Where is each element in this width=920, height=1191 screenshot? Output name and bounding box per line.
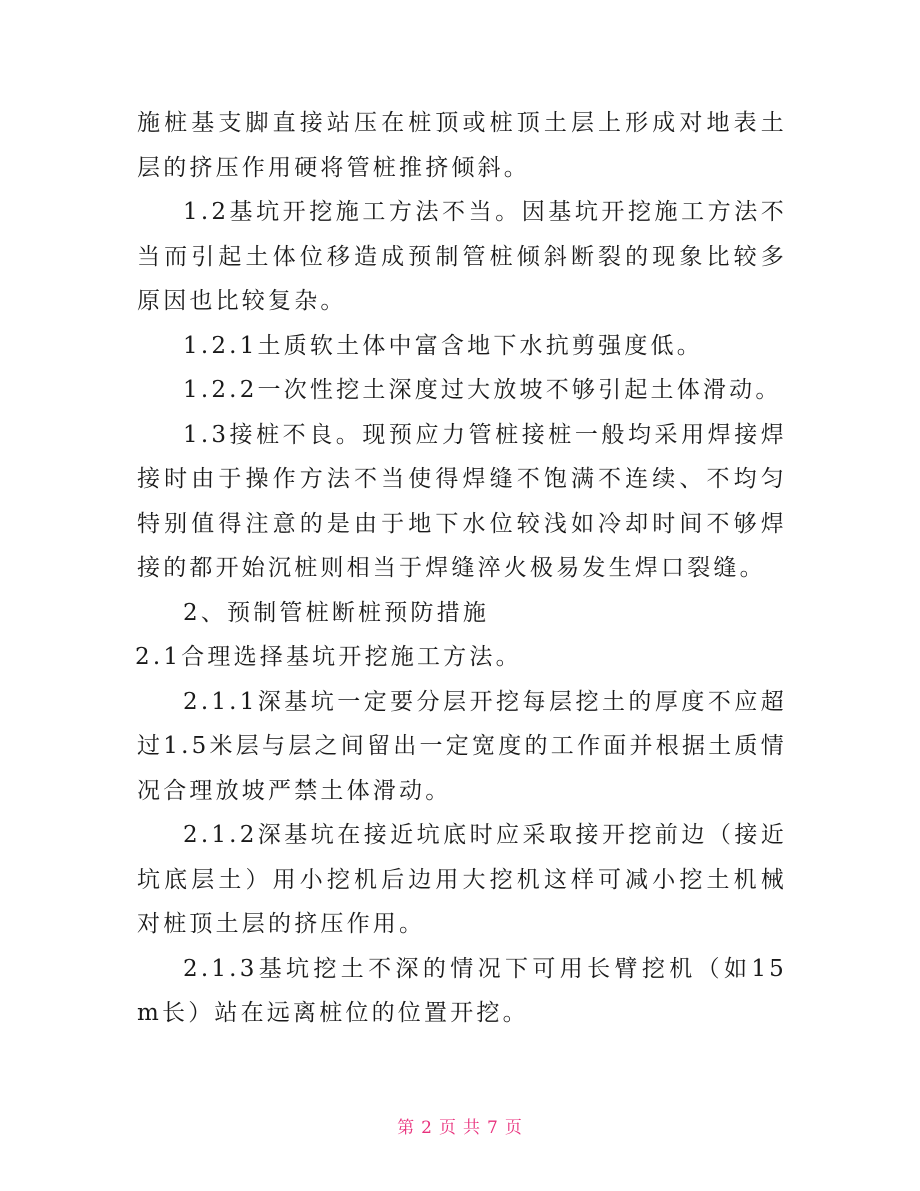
paragraph-2: 1.2基坑开挖施工方法不当。因基坑开挖施工方法不当而引起土体位移造成预制管桩倾斜断裂的现象比较多原因也比较复杂。 <box>137 199 787 314</box>
footer-suffix: 页 <box>504 1118 523 1138</box>
paragraph-6: 2、预制管桩断桩预防措施 <box>183 599 490 626</box>
paragraph-7: 2.1合理选择基坑开挖施工方法。 <box>135 644 522 670</box>
paragraph-5: 1.3接桩不良。现预应力管桩接桩一般均采用焊接焊接时由于操作方法不当使得焊缝不饱满不连续、不均匀特别值得注意的是由于地下水位较浅如冷却时间不够焊接的都开始沉桩则相当于焊缝淬火极易发生焊口裂缝。 <box>137 421 787 581</box>
paragraph-8: 2.1.1深基坑一定要分层开挖每层挖土的厚度不应超过1.5米层与层之间留出一定宽度的工作面并根据土质情况合理放坡严禁土体滑动。 <box>137 688 787 804</box>
footer-current-page: 2 <box>421 1118 433 1138</box>
paragraph-4: 1.2.2一次性挖土深度过大放坡不够引起土体滑动。 <box>183 377 782 403</box>
paragraph-3: 1.2.1土质软土体中富含地下水抗剪强度低。 <box>183 332 703 359</box>
paragraph-1: 施桩基支脚直接站压在桩顶或桩顶土层上形成对地表土层的挤压作用硬将管桩推挤倾斜。 <box>137 110 787 181</box>
footer-prefix: 第 <box>397 1118 416 1138</box>
footer-total-pages: 7 <box>487 1118 499 1138</box>
page-footer <box>0 1113 920 1138</box>
paragraph-10: 2.1.3基坑挖土不深的情况下可用长臂挖机（如15m长）站在远离桩位的位置开挖。 <box>137 955 787 1026</box>
footer-page-word: 页 <box>439 1118 457 1138</box>
document-body <box>137 101 787 1036</box>
paragraph-9: 2.1.2深基坑在接近坑底时应采取接开挖前边（接近坑底层土）用小挖机后边用大挖机这样可减小挖土机械对桩顶土层的挤压作用。 <box>137 822 787 937</box>
footer-total-word: 共 <box>463 1118 481 1138</box>
